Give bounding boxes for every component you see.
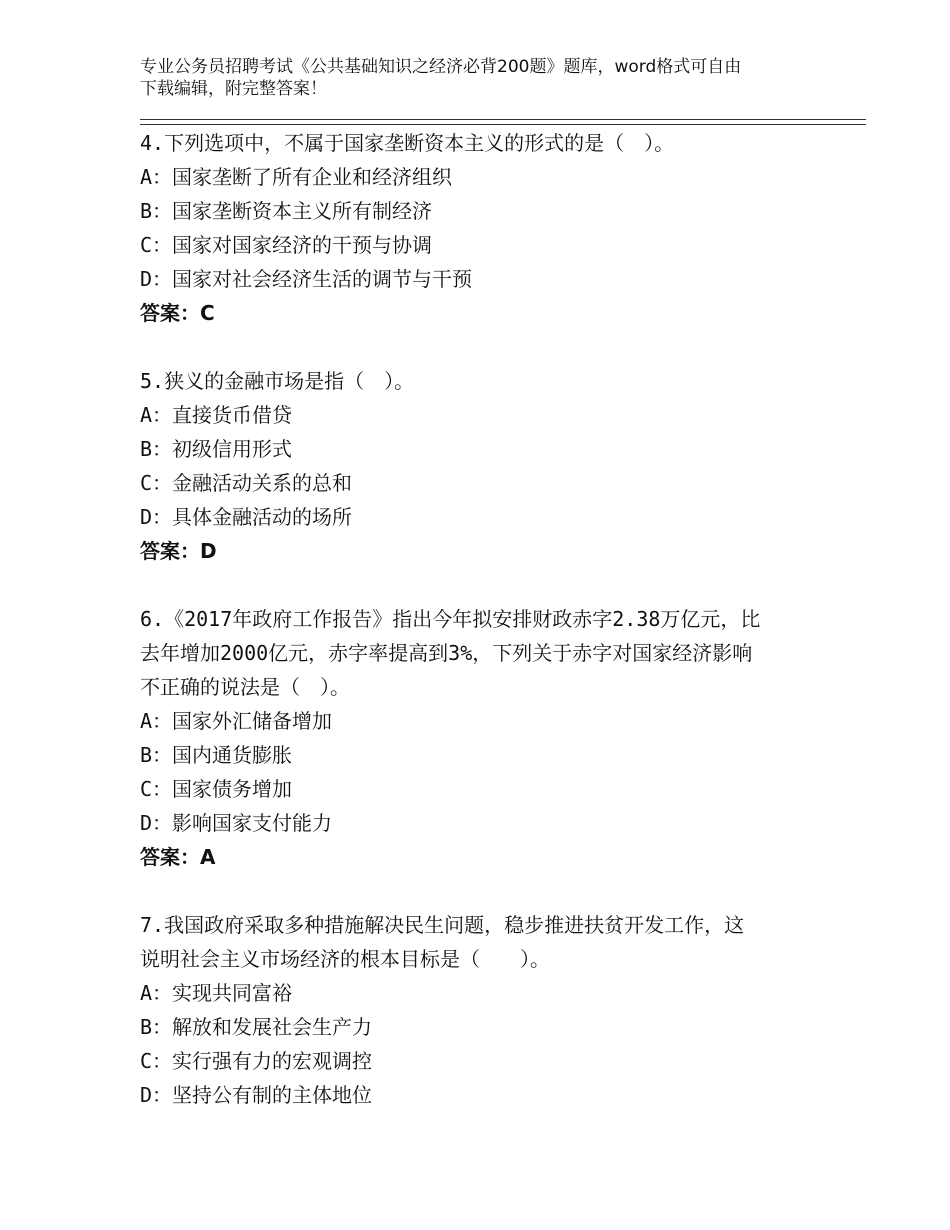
option-a: A：实现共同富裕: [140, 981, 293, 1005]
header-line-1: 专业公务员招聘考试《公共基础知识之经济必背200题》题库，word格式可自由: [140, 57, 742, 77]
question-stem: 5.狭义的金融市场是指（ ）。: [140, 369, 415, 393]
answer-label: 答案：D: [140, 539, 217, 563]
option-d: D：坚持公有制的主体地位: [140, 1083, 373, 1107]
option-b: B：解放和发展社会生产力: [140, 1015, 373, 1039]
option-c: C：国家对国家经济的干预与协调: [140, 233, 433, 257]
option-a: A：国家垄断了所有企业和经济组织: [140, 165, 453, 189]
question-block: [140, 364, 840, 568]
answer-label: 答案：C: [140, 301, 215, 325]
header-line-2: 下载编辑，附完整答案！: [140, 79, 327, 99]
document-header: [140, 56, 820, 100]
header-divider-thin: [140, 124, 866, 125]
question-block: [140, 908, 840, 1112]
question-block: [140, 126, 840, 330]
question-stem: 不正确的说法是（ ）。: [140, 675, 350, 699]
option-d: D：国家对社会经济生活的调节与干预: [140, 267, 473, 291]
spacer: [140, 874, 840, 908]
option-b: B：初级信用形式: [140, 437, 293, 461]
option-b: B：国家垄断资本主义所有制经济: [140, 199, 433, 223]
question-stem: 6.《2017年政府工作报告》指出今年拟安排财政赤字2.38万亿元，比: [140, 607, 761, 631]
option-c: C：国家债务增加: [140, 777, 293, 801]
header-divider-thick: [140, 119, 866, 120]
question-stem: 去年增加2000亿元，赤字率提高到3%，下列关于赤字对国家经济影响: [140, 641, 753, 665]
option-b: B：国内通货膨胀: [140, 743, 293, 767]
question-block: [140, 602, 840, 874]
answer-label: 答案：A: [140, 845, 216, 869]
spacer: [140, 330, 840, 364]
spacer: [140, 568, 840, 602]
question-stem: 说明社会主义市场经济的根本目标是（ ）。: [140, 947, 550, 971]
option-a: A：直接货币借贷: [140, 403, 293, 427]
question-list: [140, 126, 840, 1112]
option-a: A：国家外汇储备增加: [140, 709, 333, 733]
option-d: D：具体金融活动的场所: [140, 505, 353, 529]
question-stem: 4.下列选项中，不属于国家垄断资本主义的形式的是（ ）。: [140, 131, 675, 155]
question-stem: 7.我国政府采取多种措施解决民生问题，稳步推进扶贫开发工作，这: [140, 913, 745, 937]
option-c: C：实行强有力的宏观调控: [140, 1049, 373, 1073]
option-d: D：影响国家支付能力: [140, 811, 333, 835]
option-c: C：金融活动关系的总和: [140, 471, 353, 495]
